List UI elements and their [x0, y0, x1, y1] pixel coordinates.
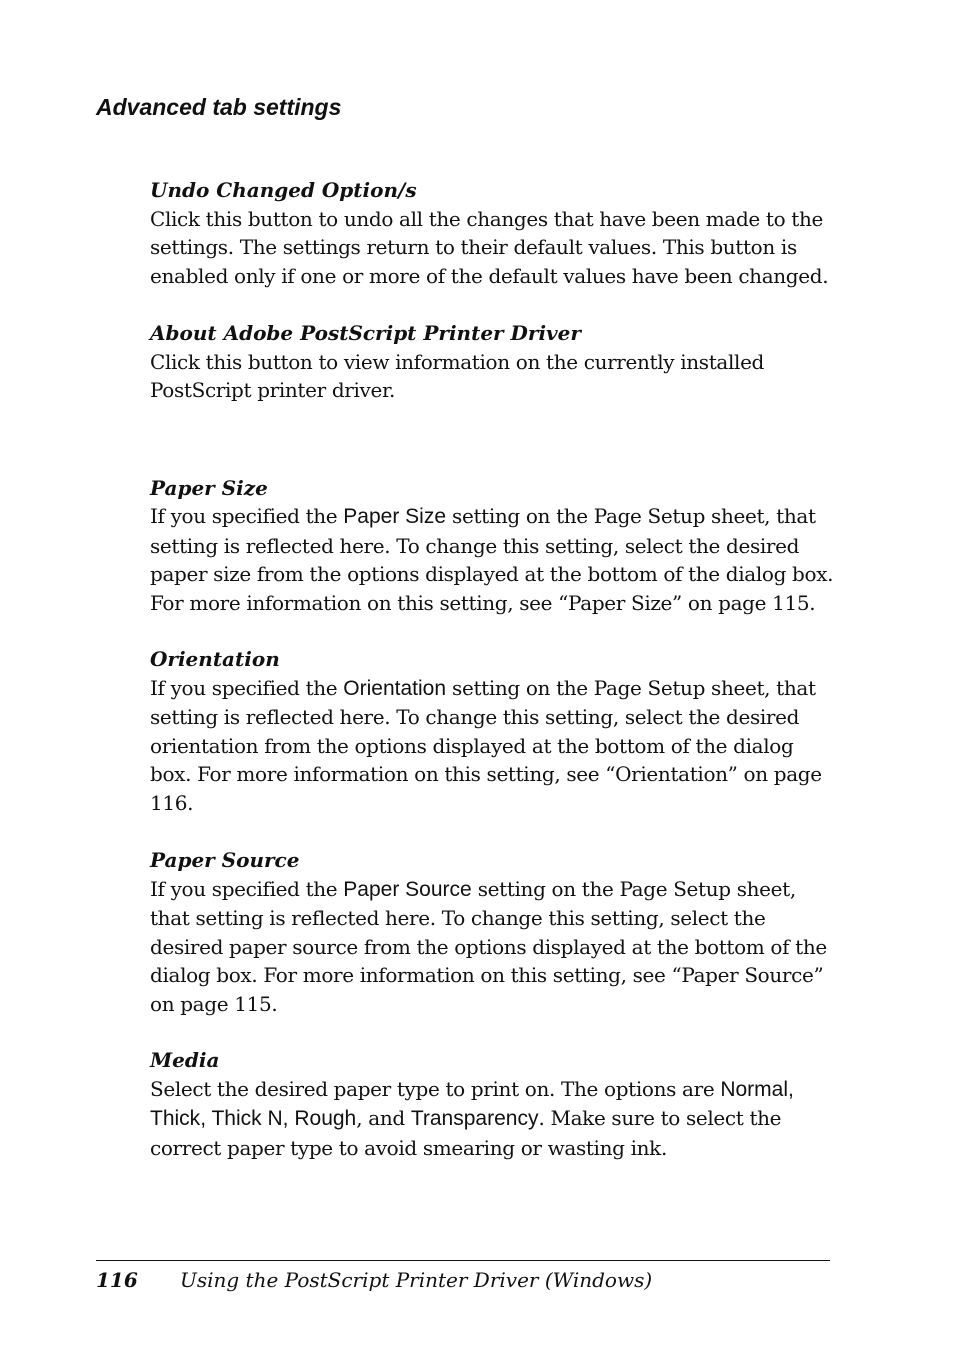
ui-term-rough: Rough [294, 1107, 357, 1130]
body-text: . Make sure to select the correct paper type to avoid smearing or wasting ink. [150, 1106, 782, 1160]
separator: , [200, 1107, 212, 1130]
section-media [150, 1046, 834, 1162]
body-text: setting on the Page Setup sheet, that setting is reflected here. To change this setting, select the desired paper source from the options displayed at the bottom of the dialog box. For more information on this setting, see “Paper Source” on page 115. [150, 876, 827, 1016]
section-body [150, 674, 834, 818]
section-undo-changed-options [150, 176, 834, 290]
separator: , [282, 1107, 295, 1130]
body-text: If you specified the [150, 675, 344, 700]
ui-term: Orientation [343, 676, 447, 700]
ui-term-normal: Normal [720, 1077, 789, 1101]
ui-term-transparency: Transparency [410, 1107, 539, 1130]
ui-term-thick: Thick [150, 1107, 201, 1130]
section-heading: Paper Source [150, 848, 300, 872]
section-body [150, 502, 834, 617]
section-heading: Orientation [150, 647, 280, 671]
section-heading: About Adobe PostScript Printer Driver [150, 321, 581, 345]
separator: , and [356, 1106, 411, 1130]
ui-term: Paper Size [343, 505, 447, 528]
section-body [150, 875, 834, 1019]
page-number: 116 [96, 1268, 138, 1292]
section-orientation [150, 645, 834, 817]
section-heading: Paper Size [150, 475, 268, 500]
separator: , [788, 1077, 794, 1101]
section-body [150, 1075, 834, 1163]
section-paper-source [150, 846, 834, 1018]
section-about-driver [150, 319, 834, 405]
body-text: setting on the Page Setup sheet, that setting is reflected here. To change this setting, select the desired orientation from the options displayed at the bottom of the dialog box. For more information on this setting, see “Orientation” on page 116. [150, 675, 822, 815]
section-body: Click this button to view information on the currently installed PostScript printer driver. [150, 349, 765, 402]
section-paper-size [150, 474, 834, 618]
section-heading: Undo Changed Option/s [150, 178, 417, 202]
section-heading: Media [150, 1048, 220, 1072]
main-content [150, 176, 834, 1162]
body-text: If you specified the [150, 504, 344, 528]
footer-rule [96, 1260, 830, 1261]
ui-term: Paper Source [343, 877, 472, 901]
footer-title: Using the PostScript Printer Driver (Windows) [180, 1268, 653, 1292]
section-body: Click this button to undo all the changes that have been made to the settings. The settings return to their default values. This button is enabled only if one or more of the default values have been changed. [150, 206, 829, 288]
body-text: If you specified the [150, 876, 344, 901]
body-text: setting on the Page Setup sheet, that setting is reflected here. To change this setting, select the desired paper size from the options displayed at the bottom of the dialog box. For more information on this setting, see “Paper Size” on page 115. [150, 504, 834, 615]
running-head: Advanced tab settings [96, 94, 342, 120]
page-footer [96, 1265, 652, 1295]
body-text: Select the desired paper type to print on. The options are [150, 1076, 721, 1101]
ui-term-thick-n: Thick N [211, 1107, 283, 1130]
